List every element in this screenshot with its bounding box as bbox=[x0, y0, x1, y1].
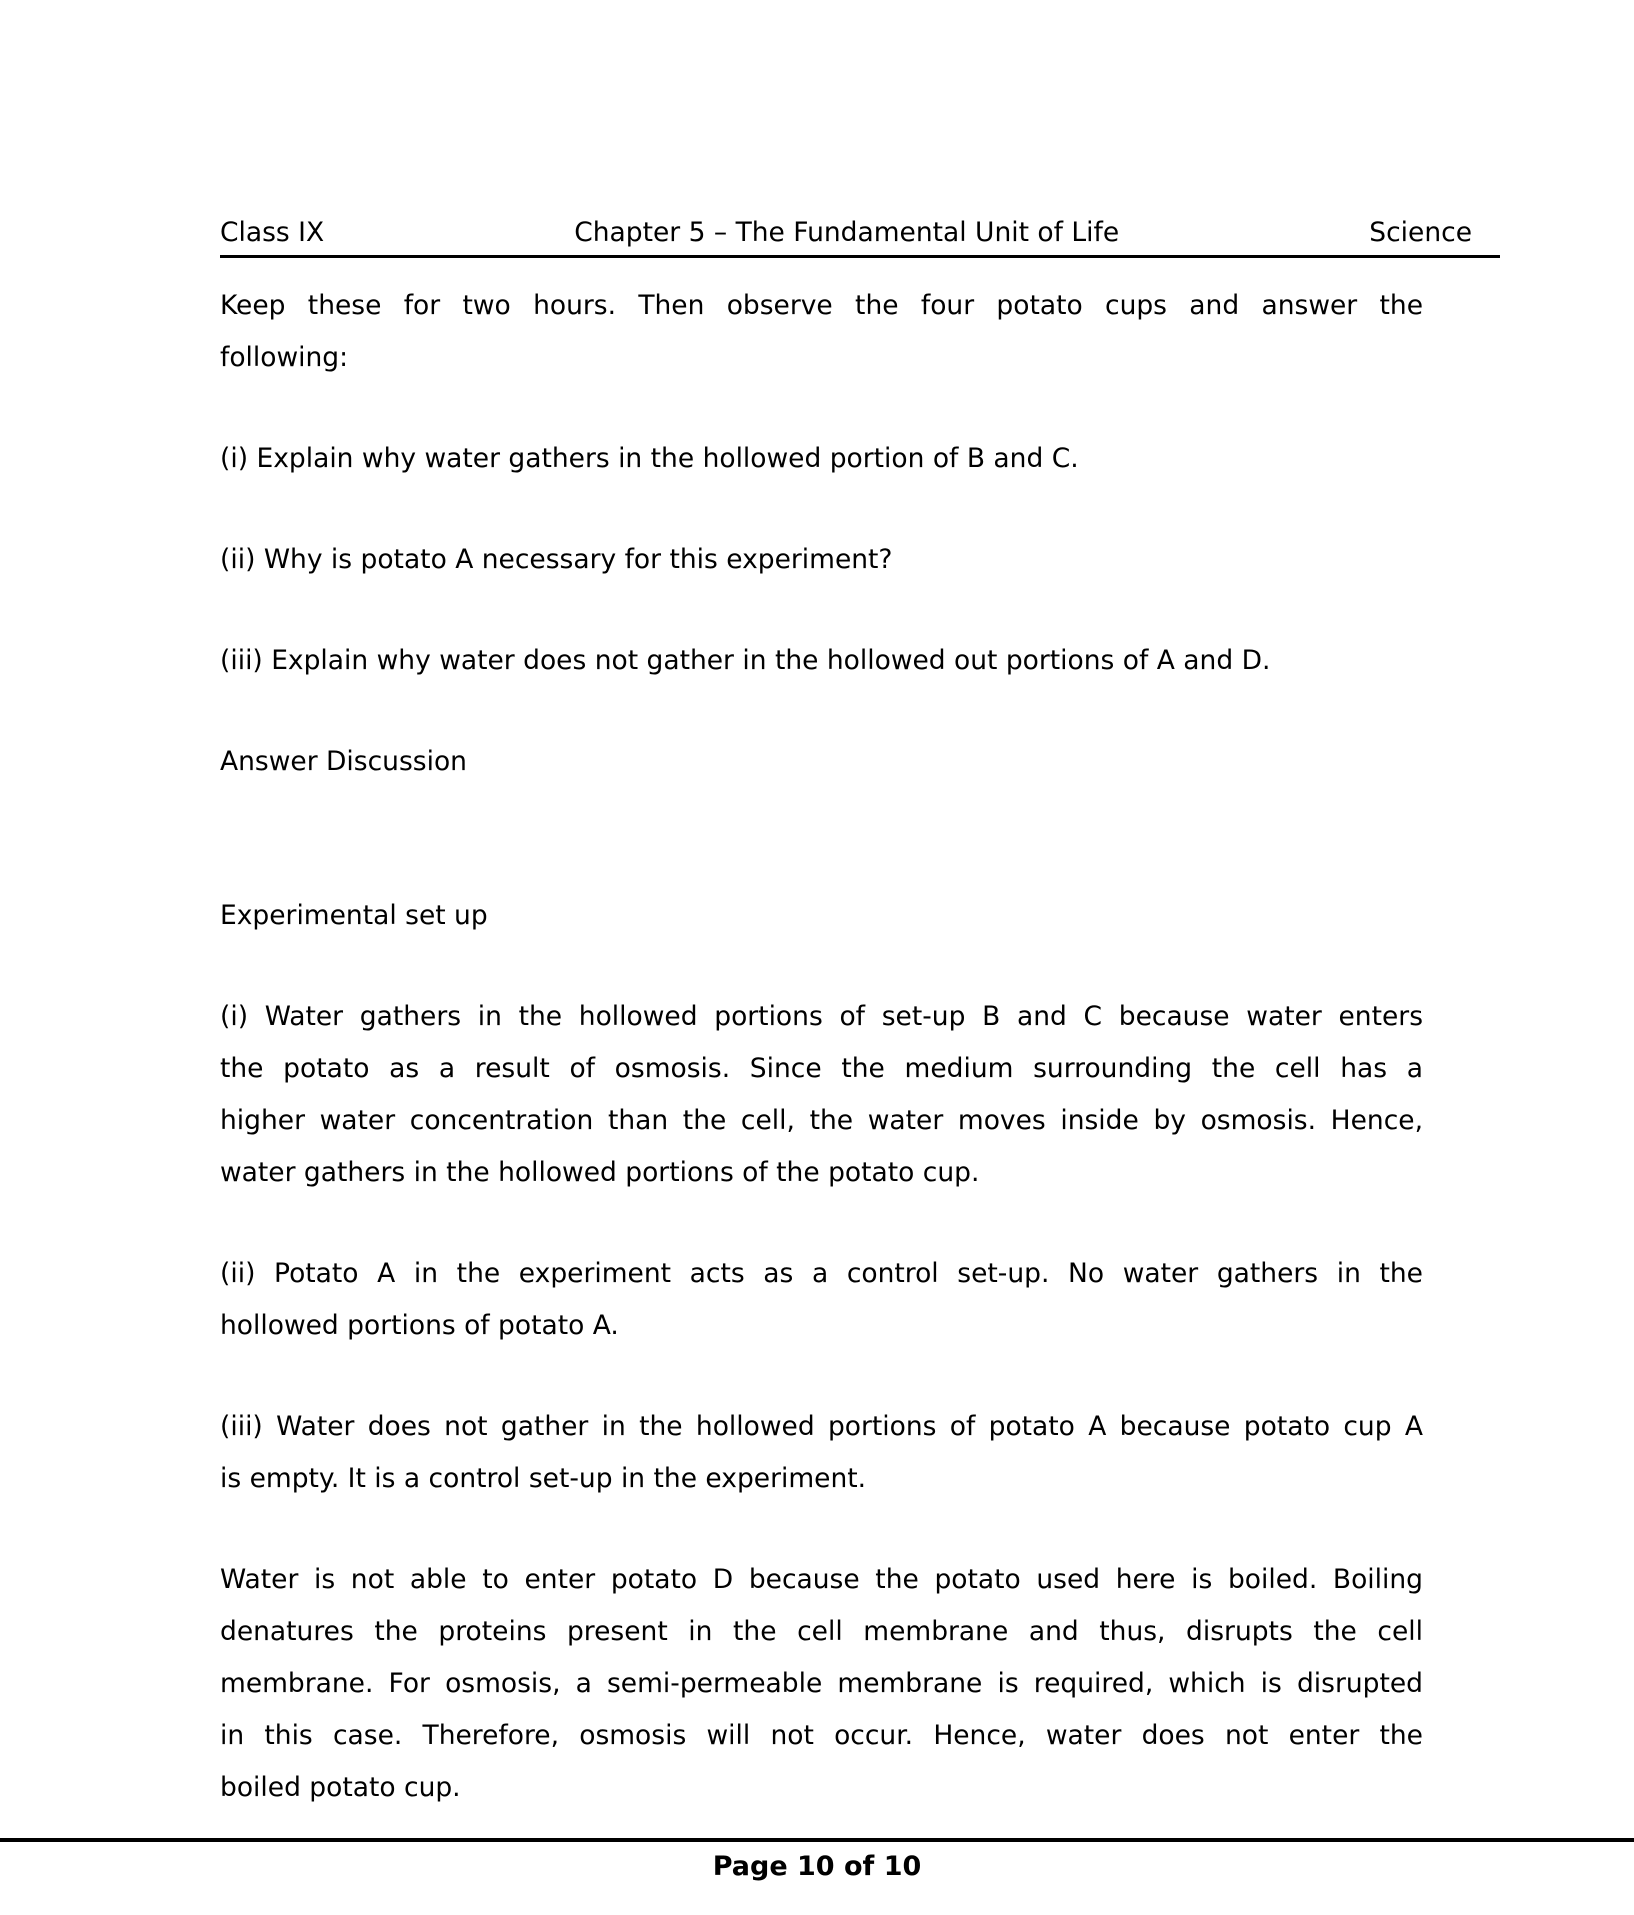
text-line: (i) Explain why water gathers in the hollowed portion of B and C. bbox=[220, 443, 1079, 474]
text-line: (ii) Why is potato A necessary for this experiment? bbox=[220, 544, 893, 575]
text-line: higher water concentration than the cell, the water moves inside by osmosis. Hence, bbox=[220, 1105, 1423, 1136]
paragraph-intro bbox=[220, 280, 1423, 384]
page-header bbox=[220, 218, 1500, 258]
text-line: boiled potato cup. bbox=[220, 1772, 461, 1803]
text-line: in this case. Therefore, osmosis will not occur. Hence, water does not enter the bbox=[220, 1720, 1423, 1751]
text-line: Experimental set up bbox=[220, 900, 488, 931]
text-line: (ii) Potato A in the experiment acts as a control set-up. No water gathers in the bbox=[220, 1258, 1423, 1289]
question-iii bbox=[220, 635, 1423, 687]
text-line: hollowed portions of potato A. bbox=[220, 1310, 619, 1341]
text-line: following: bbox=[220, 342, 349, 373]
text-line: water gathers in the hollowed portions of the potato cup. bbox=[220, 1157, 980, 1188]
text-line: (iii) Explain why water does not gather in the hollowed out portions of A and D. bbox=[220, 645, 1271, 676]
class-label: Class IX bbox=[220, 217, 325, 248]
answer-iii bbox=[220, 1401, 1423, 1505]
text-line: (iii) Water does not gather in the hollowed portions of potato A because potato cup A bbox=[220, 1411, 1423, 1442]
subject-label: Science bbox=[1369, 217, 1472, 248]
experimental-setup-heading bbox=[220, 890, 1423, 942]
text-line: the potato as a result of osmosis. Since the medium surrounding the cell has a bbox=[220, 1053, 1423, 1084]
answer-ii bbox=[220, 1248, 1423, 1352]
question-i bbox=[220, 433, 1423, 485]
text-line: (i) Water gathers in the hollowed portions of set-up B and C because water enters bbox=[220, 1001, 1423, 1032]
question-ii bbox=[220, 534, 1423, 586]
page-number: Page 10 of 10 bbox=[712, 1851, 922, 1882]
text-line: Water is not able to enter potato D because the potato used here is boiled. Boiling bbox=[220, 1564, 1423, 1595]
chapter-title: Chapter 5 – The Fundamental Unit of Life bbox=[574, 217, 1120, 248]
document-body bbox=[220, 258, 1423, 1814]
answer-discussion-heading bbox=[220, 736, 1423, 788]
text-line: Keep these for two hours. Then observe the four potato cups and answer the bbox=[220, 290, 1423, 321]
text-line: Answer Discussion bbox=[220, 746, 467, 777]
text-line: is empty. It is a control set-up in the experiment. bbox=[220, 1463, 867, 1494]
answer-i bbox=[220, 991, 1423, 1199]
text-line: denatures the proteins present in the cell membrane and thus, disrupts the cell bbox=[220, 1616, 1423, 1647]
text-line: membrane. For osmosis, a semi-permeable membrane is required, which is disrupted bbox=[220, 1668, 1423, 1699]
answer-boiled-potato bbox=[220, 1554, 1423, 1814]
page-footer bbox=[0, 1838, 1634, 1882]
